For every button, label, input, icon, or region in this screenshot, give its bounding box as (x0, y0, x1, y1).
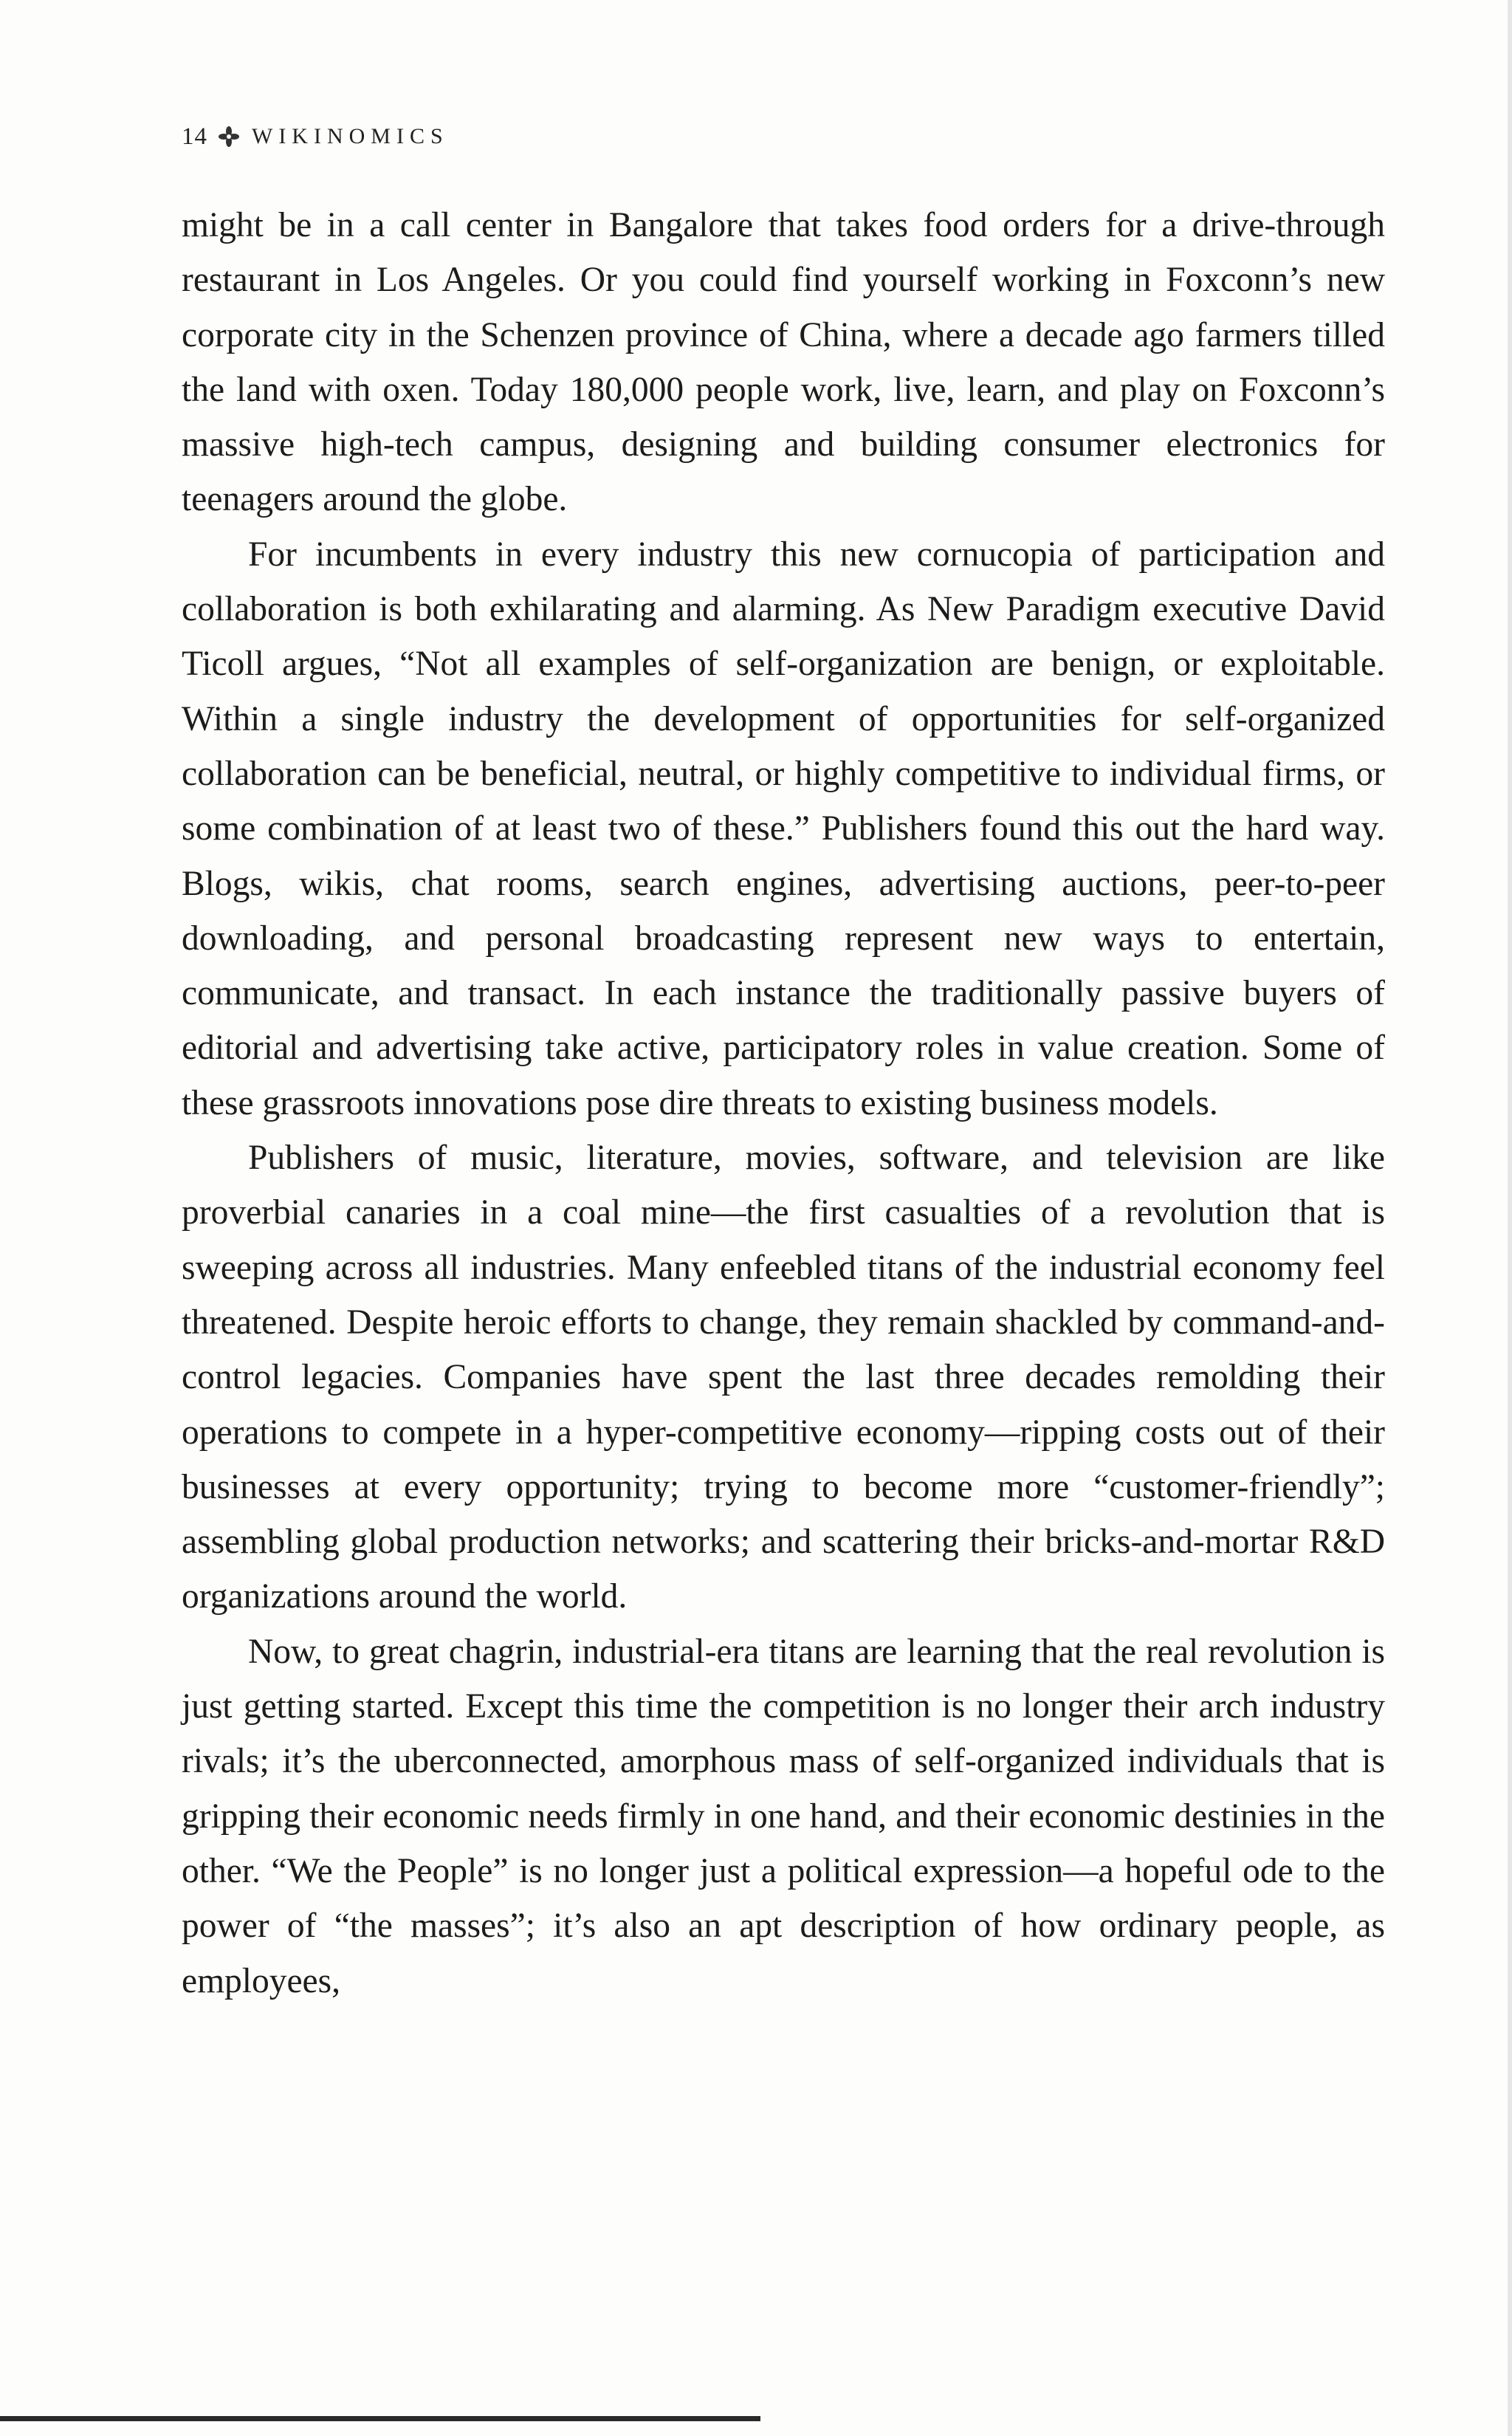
paragraph-2: For incumbents in every industry this new cornucopia of participation and collaboration is both exhilarating and alarming. As New Paradigm executive David Ticoll argues, “Not all examples of self-organization are benign, or exploitable. Within a single industry the development of opportunities for self-organized collaboration can be beneficial, neutral, or highly competitive to individual firms, or some combination of at least two of these.” Publishers found this out the hard way. Blogs, wikis, chat rooms, search engines, advertising auctions, peer-to-peer downloading, and personal broadcasting represent new ways to entertain, communicate, and transact. In each instance the traditionally passive buyers of editorial and advertising take active, participatory roles in value creation. Some of these grassroots innovations pose dire threats to existing business models. (182, 535, 1385, 1122)
running-title: WIKINOMICS (252, 124, 449, 148)
paragraph-4: Now, to great chagrin, industrial-era titans are learning that the real revolution is just getting started. Except this time the competition is no longer their arch industry rivals; it’s the uberconnected, amorphous mass of self-organized individuals that is gripping their economic needs firmly in one hand, and their economic destinies in the other. “We the People” is no longer just a political expression—a hopeful ode to the power of “the masses”; it’s also an apt description of how ordinary people, as employees, (182, 1632, 1385, 2000)
page-number: 14 (182, 123, 207, 150)
running-head (182, 118, 449, 155)
fleuron-icon (218, 126, 240, 148)
right-scan-edge (1508, 0, 1512, 2436)
paragraph-1: might be in a call center in Bangalore that takes food orders for a drive-through restaurant in Los Angeles. Or you could find yourself working in Foxconn’s new corporate city in the Schenzen province of China, where a decade ago farmers tilled the land with oxen. Today 180,000 people work, live, learn, and play on Foxconn’s massive high-tech campus, designing and building consumer electronics for teenagers around the globe. (182, 206, 1385, 519)
body-text (182, 198, 1385, 2008)
bottom-scan-edge (0, 2416, 760, 2421)
paragraph-3: Publishers of music, literature, movies, software, and television are like proverbial canaries in a coal mine—the first casualties of a revolution that is sweeping across all industries. Many enfeebled titans of the industrial economy feel threatened. Despite heroic efforts to change, they remain shackled by command-and-control legacies. Companies have spent the last three decades remolding their operations to compete in a hyper-competitive economy—ripping costs out of their businesses at every opportunity; trying to become more “customer-friendly”; assembling global production networks; and scattering their bricks-and-mortar R&D organizations around the world. (182, 1139, 1385, 1616)
